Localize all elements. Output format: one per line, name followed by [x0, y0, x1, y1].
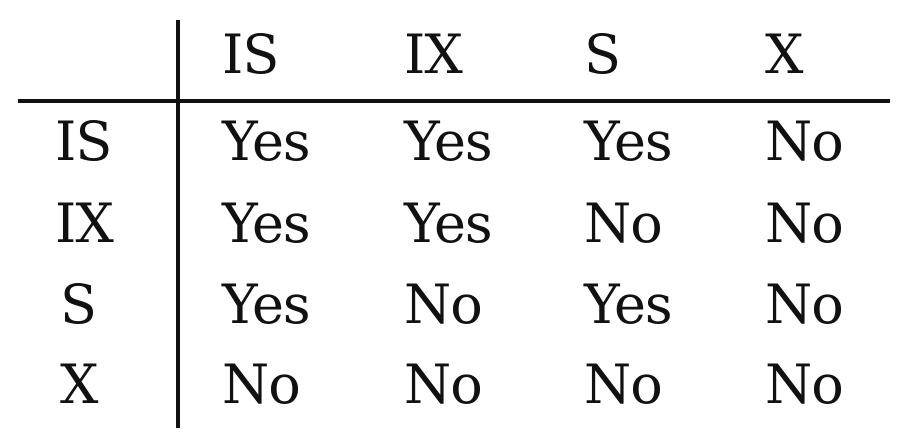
row-header-x: X [60, 353, 98, 416]
column-header-s: S [584, 23, 620, 86]
table-cell: No [584, 192, 662, 255]
table-cell: Yes [222, 192, 310, 255]
column-header-x: X [765, 23, 803, 86]
table-cell: No [765, 273, 843, 336]
column-header-ix: IX [404, 23, 462, 86]
row-header-s: S [60, 273, 96, 336]
table-cell: Yes [404, 110, 492, 173]
row-header-ix: IX [55, 192, 113, 255]
table-cell: No [765, 192, 843, 255]
horizontal-divider [18, 99, 890, 103]
table-cell: No [404, 273, 482, 336]
table-cell: No [222, 353, 300, 416]
table-cell: No [404, 353, 482, 416]
column-header-is: IS [222, 23, 279, 86]
vertical-divider [176, 20, 180, 428]
table-cell: No [765, 110, 843, 173]
table-cell: Yes [584, 273, 672, 336]
row-header-is: IS [55, 110, 112, 173]
table-cell: No [584, 353, 662, 416]
table-cell: Yes [222, 110, 310, 173]
table-cell: No [765, 353, 843, 416]
table-cell: Yes [584, 110, 672, 173]
table-cell: Yes [222, 273, 310, 336]
table-cell: Yes [404, 192, 492, 255]
